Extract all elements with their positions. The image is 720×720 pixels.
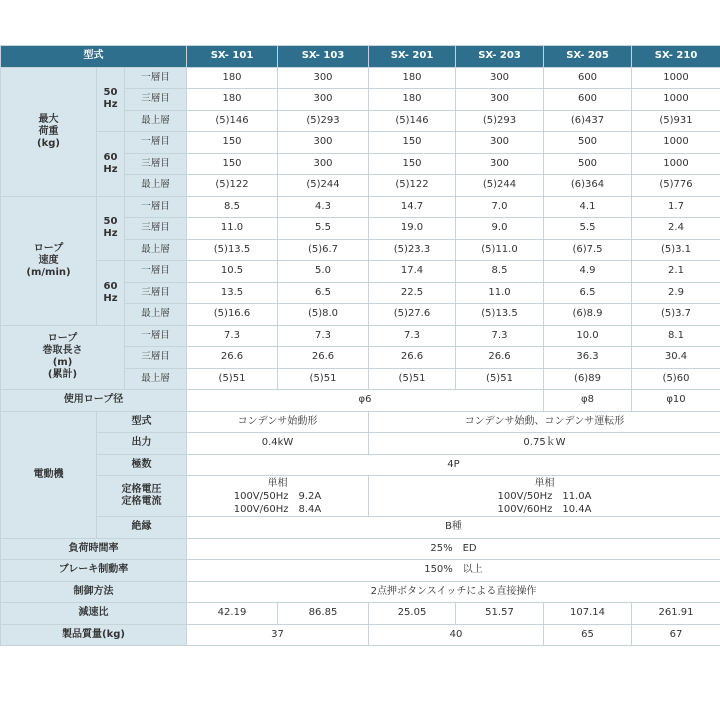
max-load-value: (5)146 — [187, 110, 278, 132]
layer-label: 一層目 — [125, 261, 187, 283]
rope-speed-value: 14.7 — [369, 196, 456, 218]
rope-length-value: 26.6 — [187, 347, 278, 369]
rope-length-label-line: (累計) — [47, 369, 78, 381]
layer-label: 一層目 — [125, 196, 187, 218]
frequency-label-line: Hz — [103, 292, 118, 304]
max-load-hz60-label — [97, 132, 125, 197]
rope-speed-value: 11.0 — [187, 218, 278, 240]
layer-label: 三層目 — [125, 282, 187, 304]
layer-label: 最上層 — [125, 368, 187, 390]
rope-speed-value: 2.9 — [632, 282, 720, 304]
rope-speed-value: 2.4 — [632, 218, 720, 240]
control-method-label: 制御方法 — [1, 581, 187, 603]
rope-length-value: 8.1 — [632, 325, 720, 347]
motor-label: 電動機 — [1, 411, 97, 538]
motor-rated-label — [97, 476, 187, 517]
max-load-value: (5)931 — [632, 110, 720, 132]
rope-speed-value: (5)16.6 — [187, 304, 278, 326]
max-load-value: 180 — [187, 67, 278, 89]
reduction-value: 107.14 — [544, 603, 632, 625]
frequency-label-line: 50 — [103, 87, 118, 99]
max-load-value: (5)146 — [369, 110, 456, 132]
max-load-hz50-label — [97, 67, 125, 132]
max-load-value: 180 — [187, 89, 278, 111]
rope-length-label-line: (m) — [52, 357, 73, 369]
layer-label: 三層目 — [125, 89, 187, 111]
motor-rated-value — [187, 476, 369, 517]
max-load-value: 600 — [544, 89, 632, 111]
frequency-label-line: Hz — [103, 163, 118, 175]
max-load-value: 300 — [456, 89, 544, 111]
motor-rated-line: 100V/60Hz 8.4A — [233, 503, 322, 515]
rope-length-value: 10.0 — [544, 325, 632, 347]
brake-ratio-row — [1, 560, 720, 582]
max-load-value: 500 — [544, 132, 632, 154]
rope-length-value: 7.3 — [278, 325, 369, 347]
rope-speed-value: (5)11.0 — [456, 239, 544, 261]
max-load-value: 150 — [369, 153, 456, 175]
rope-speed-row — [1, 261, 720, 283]
motor-rated-value — [369, 476, 720, 517]
max-load-value: (5)776 — [632, 175, 720, 197]
rope-speed-value: 8.5 — [456, 261, 544, 283]
duty-ratio-value: 25% ED — [187, 538, 720, 560]
motor-insulation-row — [1, 517, 720, 539]
rope-speed-value: 6.5 — [278, 282, 369, 304]
max-load-value: (5)122 — [187, 175, 278, 197]
frequency-label-line: Hz — [103, 228, 118, 240]
motor-rated-phase: 単相 — [267, 477, 288, 489]
control-method-value: 2点押ボタンスイッチによる直接操作 — [187, 581, 720, 603]
rope-length-value: 7.3 — [187, 325, 278, 347]
motor-poles-label: 極数 — [97, 454, 187, 476]
max-load-value: 1000 — [632, 67, 720, 89]
max-load-value: (5)122 — [369, 175, 456, 197]
max-load-value: 300 — [456, 153, 544, 175]
rope-length-value: (6)89 — [544, 368, 632, 390]
motor-type-value: コンデンサ始動形 — [187, 411, 369, 433]
max-load-value: 300 — [278, 153, 369, 175]
max-load-value: (6)364 — [544, 175, 632, 197]
max-load-row — [1, 67, 720, 89]
model-header: SX- 201 — [369, 46, 456, 68]
rope-length-value: 26.6 — [456, 347, 544, 369]
rope-speed-value: 1.7 — [632, 196, 720, 218]
frequency-label-line: Hz — [103, 99, 118, 111]
reduction-value: 86.85 — [278, 603, 369, 625]
rope-speed-value: (6)7.5 — [544, 239, 632, 261]
max-load-value: (6)437 — [544, 110, 632, 132]
model-header: SX- 205 — [544, 46, 632, 68]
max-load-label — [1, 67, 97, 196]
motor-poles-row — [1, 454, 720, 476]
rope-speed-label-line: (m/min) — [26, 266, 71, 278]
rope-speed-value: 4.1 — [544, 196, 632, 218]
rope-speed-value: 19.0 — [369, 218, 456, 240]
rope-length-value: 36.3 — [544, 347, 632, 369]
rope-speed-value: (5)3.1 — [632, 239, 720, 261]
rope-speed-value: 2.1 — [632, 261, 720, 283]
max-load-value: (5)244 — [456, 175, 544, 197]
layer-label: 三層目 — [125, 218, 187, 240]
max-load-value: 150 — [187, 132, 278, 154]
reduction-row — [1, 603, 720, 625]
mass-value: 65 — [544, 624, 632, 646]
layer-label: 最上層 — [125, 304, 187, 326]
rope-length-label-line: ロープ — [47, 333, 78, 345]
rope-speed-value: 5.5 — [544, 218, 632, 240]
layer-label: 最上層 — [125, 110, 187, 132]
rope-speed-value: (6)8.9 — [544, 304, 632, 326]
rope-length-value: (5)51 — [278, 368, 369, 390]
rope-speed-value: (5)6.7 — [278, 239, 369, 261]
motor-rated-line: 100V/60Hz 10.4A — [497, 503, 592, 515]
rope-speed-value: (5)23.3 — [369, 239, 456, 261]
rope-speed-value: 4.3 — [278, 196, 369, 218]
frequency-label-line: 50 — [103, 216, 118, 228]
rope-speed-value: 13.5 — [187, 282, 278, 304]
model-header: SX- 103 — [278, 46, 369, 68]
layer-label: 最上層 — [125, 175, 187, 197]
motor-rated-label-line: 定格電流 — [121, 496, 162, 507]
mass-row — [1, 624, 720, 646]
model-header-label: 型式 — [1, 46, 187, 68]
max-load-value: (5)293 — [278, 110, 369, 132]
layer-label: 一層目 — [125, 132, 187, 154]
rope-length-label — [1, 325, 125, 390]
max-load-value: 180 — [369, 89, 456, 111]
motor-rated-text — [234, 477, 322, 516]
brake-ratio-label: ブレーキ制動率 — [1, 560, 187, 582]
layer-label: 三層目 — [125, 347, 187, 369]
reduction-value: 261.91 — [632, 603, 720, 625]
max-load-value: 300 — [278, 89, 369, 111]
motor-output-value: 0.4kW — [187, 433, 369, 455]
rope-speed-value: 10.5 — [187, 261, 278, 283]
max-load-value: 1000 — [632, 132, 720, 154]
rope-speed-value: 4.9 — [544, 261, 632, 283]
rope-length-value: 26.6 — [369, 347, 456, 369]
rope-speed-label-line: ロープ — [33, 242, 64, 254]
layer-label: 三層目 — [125, 153, 187, 175]
max-load-label-line: 荷重 — [38, 125, 59, 137]
max-load-value: 300 — [278, 67, 369, 89]
motor-insulation-label: 絶縁 — [97, 517, 187, 539]
reduction-value: 51.57 — [456, 603, 544, 625]
rope-speed-hz50-label — [97, 196, 125, 261]
motor-poles-value: 4P — [187, 454, 720, 476]
rope-length-label-line: 巻取長さ — [42, 345, 83, 357]
brake-ratio-value: 150% 以上 — [187, 560, 720, 582]
motor-rated-label-line: 定格電圧 — [121, 484, 162, 495]
max-load-value: 300 — [278, 132, 369, 154]
mass-label: 製品質量(kg) — [1, 624, 187, 646]
rope-diameter-value: φ8 — [544, 390, 632, 412]
motor-type-label: 型式 — [97, 411, 187, 433]
max-load-value: 150 — [187, 153, 278, 175]
rope-speed-value: 6.5 — [544, 282, 632, 304]
rope-length-value: (5)51 — [456, 368, 544, 390]
rope-speed-value: 9.0 — [456, 218, 544, 240]
motor-rated-line: 100V/50Hz 11.0A — [497, 490, 592, 502]
rope-speed-value: 7.0 — [456, 196, 544, 218]
spec-table-body — [1, 46, 720, 646]
max-load-value: 600 — [544, 67, 632, 89]
reduction-value: 25.05 — [369, 603, 456, 625]
header-row — [1, 46, 720, 68]
rope-length-value: 26.6 — [278, 347, 369, 369]
max-load-value: 500 — [544, 153, 632, 175]
layer-label: 最上層 — [125, 239, 187, 261]
model-header: SX- 101 — [187, 46, 278, 68]
max-load-value: 1000 — [632, 153, 720, 175]
rope-diameter-label: 使用ロープ径 — [1, 390, 187, 412]
rope-speed-value: 22.5 — [369, 282, 456, 304]
rope-length-value: (5)51 — [187, 368, 278, 390]
rope-speed-value: (5)27.6 — [369, 304, 456, 326]
motor-rated-row — [1, 476, 720, 517]
rope-speed-value: 5.5 — [278, 218, 369, 240]
rope-length-value: 30.4 — [632, 347, 720, 369]
layer-label: 一層目 — [125, 67, 187, 89]
layer-label: 一層目 — [125, 325, 187, 347]
motor-type-row — [1, 411, 720, 433]
reduction-value: 42.19 — [187, 603, 278, 625]
rope-speed-value: 17.4 — [369, 261, 456, 283]
rope-diameter-value: φ10 — [632, 390, 720, 412]
rope-speed-value: (5)13.5 — [187, 239, 278, 261]
frequency-label-line: 60 — [103, 280, 118, 292]
motor-output-value: 0.75ｋW — [369, 433, 720, 455]
max-load-row — [1, 132, 720, 154]
rope-length-value: (5)60 — [632, 368, 720, 390]
control-method-row — [1, 581, 720, 603]
motor-rated-line: 100V/50Hz 9.2A — [233, 490, 322, 502]
motor-output-row — [1, 433, 720, 455]
rope-speed-hz60-label — [97, 261, 125, 326]
max-load-value: (5)244 — [278, 175, 369, 197]
rope-length-value: 7.3 — [456, 325, 544, 347]
max-load-value: 1000 — [632, 89, 720, 111]
model-header: SX- 203 — [456, 46, 544, 68]
rope-speed-value: (5)13.5 — [456, 304, 544, 326]
rope-speed-value: (5)8.0 — [278, 304, 369, 326]
reduction-label: 減速比 — [1, 603, 187, 625]
duty-ratio-label: 負荷時間率 — [1, 538, 187, 560]
max-load-value: (5)293 — [456, 110, 544, 132]
rope-speed-value: (5)3.7 — [632, 304, 720, 326]
rope-length-value: 7.3 — [369, 325, 456, 347]
mass-value: 37 — [187, 624, 369, 646]
max-load-value: 300 — [456, 132, 544, 154]
rope-diameter-value: φ6 — [187, 390, 544, 412]
motor-rated-text — [498, 477, 592, 516]
max-load-label-line: (kg) — [37, 137, 60, 149]
rope-diameter-row — [1, 390, 720, 412]
rope-speed-value: 8.5 — [187, 196, 278, 218]
rope-speed-row — [1, 196, 720, 218]
duty-ratio-row — [1, 538, 720, 560]
motor-rated-phase: 単相 — [534, 477, 555, 489]
motor-type-value: コンデンサ始動、コンデンサ運転形 — [369, 411, 720, 433]
mass-value: 67 — [632, 624, 720, 646]
spec-table — [0, 45, 720, 646]
rope-speed-value: 5.0 — [278, 261, 369, 283]
frequency-label-line: 60 — [103, 151, 118, 163]
rope-speed-label-line: 速度 — [38, 254, 59, 266]
motor-insulation-value: B種 — [187, 517, 720, 539]
rope-length-row — [1, 325, 720, 347]
motor-output-label: 出力 — [97, 433, 187, 455]
max-load-value: 150 — [369, 132, 456, 154]
rope-speed-value: 11.0 — [456, 282, 544, 304]
max-load-label-line: 最大 — [38, 113, 59, 125]
rope-speed-label — [1, 196, 97, 325]
max-load-value: 300 — [456, 67, 544, 89]
model-header: SX- 210 — [632, 46, 720, 68]
mass-value: 40 — [369, 624, 544, 646]
max-load-value: 180 — [369, 67, 456, 89]
rope-length-value: (5)51 — [369, 368, 456, 390]
